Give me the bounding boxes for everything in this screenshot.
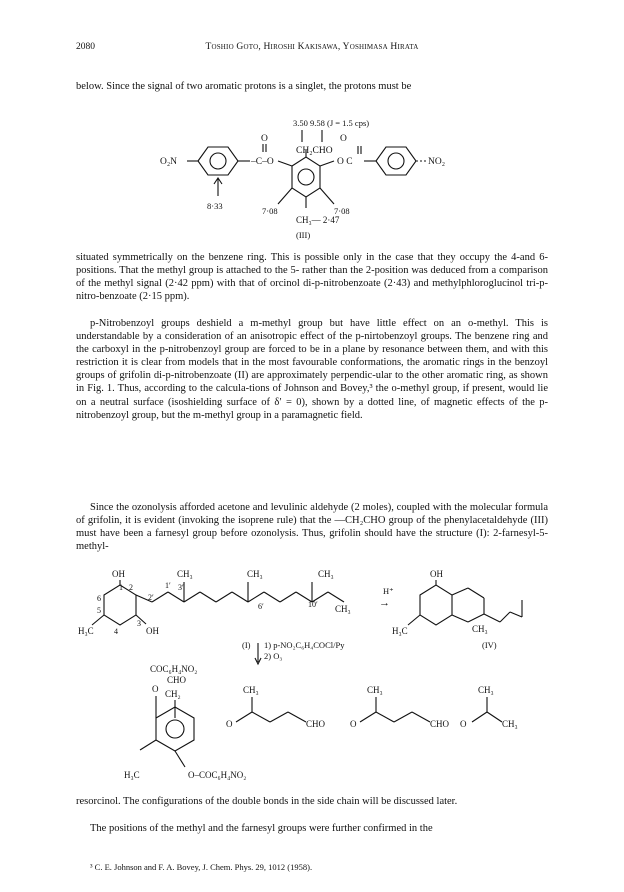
ch3-end: CH₃ — [335, 604, 351, 614]
ch3-a: CH₃ — [177, 569, 193, 579]
coc6-label: COC₆H₄NO₂ — [150, 664, 198, 674]
ch3-b: CH₃ — [247, 569, 263, 579]
nmr-top-label: 3.50 9.58 (J = 1.5 cps) — [293, 118, 370, 128]
ch2-label: CH₂ — [165, 689, 181, 699]
running-authors: Toshio Goto, Hiroshi Kakisawa, Yoshimasa Hirata — [205, 42, 419, 52]
pos-4: 4 — [114, 627, 118, 636]
pos-6: 6 — [97, 594, 101, 603]
ester-o: O — [152, 684, 159, 694]
reagents-1: 1) p-NO₂C₆H₄COCl/Py — [264, 640, 345, 650]
pos-2p: 2′ — [148, 593, 154, 602]
label-iv: (IV) — [482, 640, 497, 650]
pos-1p: 1′ — [165, 581, 171, 590]
shift-7-08-left: 7·08 — [262, 206, 278, 216]
acid-arrow: → — [379, 597, 390, 609]
paragraph-3: p-Nitrobenzoyl groups deshield a m-methyl group but have little effect on an o-methyl. This is understandable by a consideration of an anisotropic effect of the p-nirtobenzoyl groups. The benzene ring and the carboxyl in the p-nitrobenzoyl group are forced to be in a plane by resonance between them, and with this restriction it is clear from models that in the most favourable conformations, the aromatic rings in the benzoyl groups of grifolin di-p-nitrobenzoate (II) are approximately perpendic-ular to the other aromatic ring, as shown in Fig. 1. Thus, according to the calcula-tions of Johnson and Bovey,³ the o-methyl group, if present, would lie on a neutral surface (isoshielding surface of δ′ = 0), shown by a dotted line, of magnetic effects of the p-nitrobenzoyl group, but the m-methyl group in a paramagnetic field. — [76, 318, 548, 421]
ester-right: O C — [337, 157, 353, 167]
ch2cho-label: CH₂CHO — [296, 146, 333, 156]
iv-oh: OH — [430, 569, 443, 579]
oh-top: OH — [112, 569, 125, 579]
page-number: 2080 — [76, 42, 95, 52]
p2-ch3: CH₃ — [367, 685, 383, 695]
o-coc6-label: O–COC₆H₄NO₂ — [188, 770, 247, 780]
paragraph-1: below. Since the signal of two aromatic protons is a singlet, the protons must be — [76, 81, 412, 92]
carbonyl-o-right: O — [340, 134, 347, 144]
pos-6p: 6′ — [258, 602, 264, 611]
ester-left: –C–O — [251, 157, 274, 167]
paragraph-2: situated symmetrically on the benzene ring. This is possible only in the case that they occupy the 4-and 6-positions. That the methyl group is attached to the 5- rather than the 2-position was deduced from a comparison of the methyl signal (2·42 ppm) with that of orcinol di-p-nitrobenzoate (2·43) and methylphloroglucinol tri-p-nitro-benzoate (2·15 ppm). — [76, 252, 548, 303]
paragraph-5: resorcinol. The configurations of the double bonds in the side chain will be discussed later. — [76, 796, 458, 807]
pos-10p: 10′ — [308, 600, 318, 609]
cho-label: CHO — [167, 675, 187, 685]
no2-label: NO₂ — [428, 157, 446, 167]
oh-bottom: OH — [146, 626, 159, 636]
h3c-label-v: H₃C — [124, 770, 140, 780]
p1-o: O — [226, 719, 233, 729]
h-plus: H⁺ — [383, 586, 394, 596]
ch3-c: CH₃ — [318, 569, 334, 579]
footnote: ³ C. E. Johnson and F. A. Bovey, J. Chem. Phys. 29, 1012 (1958). — [90, 862, 313, 872]
p1-cho: CHO — [306, 719, 326, 729]
h3c-label: H₃C — [78, 626, 94, 636]
p2-cho: CHO — [430, 719, 450, 729]
p1-ch3: CH₃ — [243, 685, 259, 695]
pos-3p: 3′ — [178, 583, 184, 592]
p3-ch3: CH₃ — [478, 685, 494, 695]
shift-7-08-right: 7·08 — [334, 206, 350, 216]
paragraph-4: Since the ozonolysis afforded acetone and levulinic aldehyde (2 moles), coupled with the molecular formula of grifolin, it is evident (invoking the isoprene rule) that the —CH₂CHO group of the phenylacetaldehyde (III) must have been a farnesyl group before ozonolysis. Thus, grifolin should have the structure (I): 2-farnesyl-5-methyl- — [76, 502, 548, 553]
label-i: (I) — [242, 640, 251, 650]
pos-1: 1 — [119, 583, 123, 592]
pos-5: 5 — [97, 606, 101, 615]
compound-label-iii: (III) — [296, 230, 311, 240]
p3-ch3b: CH₃ — [502, 719, 518, 729]
o2n-label: O₂N — [160, 157, 178, 167]
reagents-2: 2) O₃ — [264, 651, 283, 661]
iv-h3c: H₃C — [392, 626, 408, 636]
pos-2: 2 — [129, 583, 133, 592]
paragraph-6: The positions of the methyl and the farnesyl groups were further confirmed in the — [90, 823, 433, 834]
p2-o: O — [350, 719, 357, 729]
carbonyl-o-left: O — [261, 134, 268, 144]
shift-8-33: 8·33 — [207, 201, 223, 211]
methyl-shift: CH₃— 2·47 — [296, 215, 340, 225]
iv-ch3: CH₃ — [472, 624, 488, 634]
p3-o: O — [460, 719, 467, 729]
pos-3: 3 — [137, 619, 141, 628]
